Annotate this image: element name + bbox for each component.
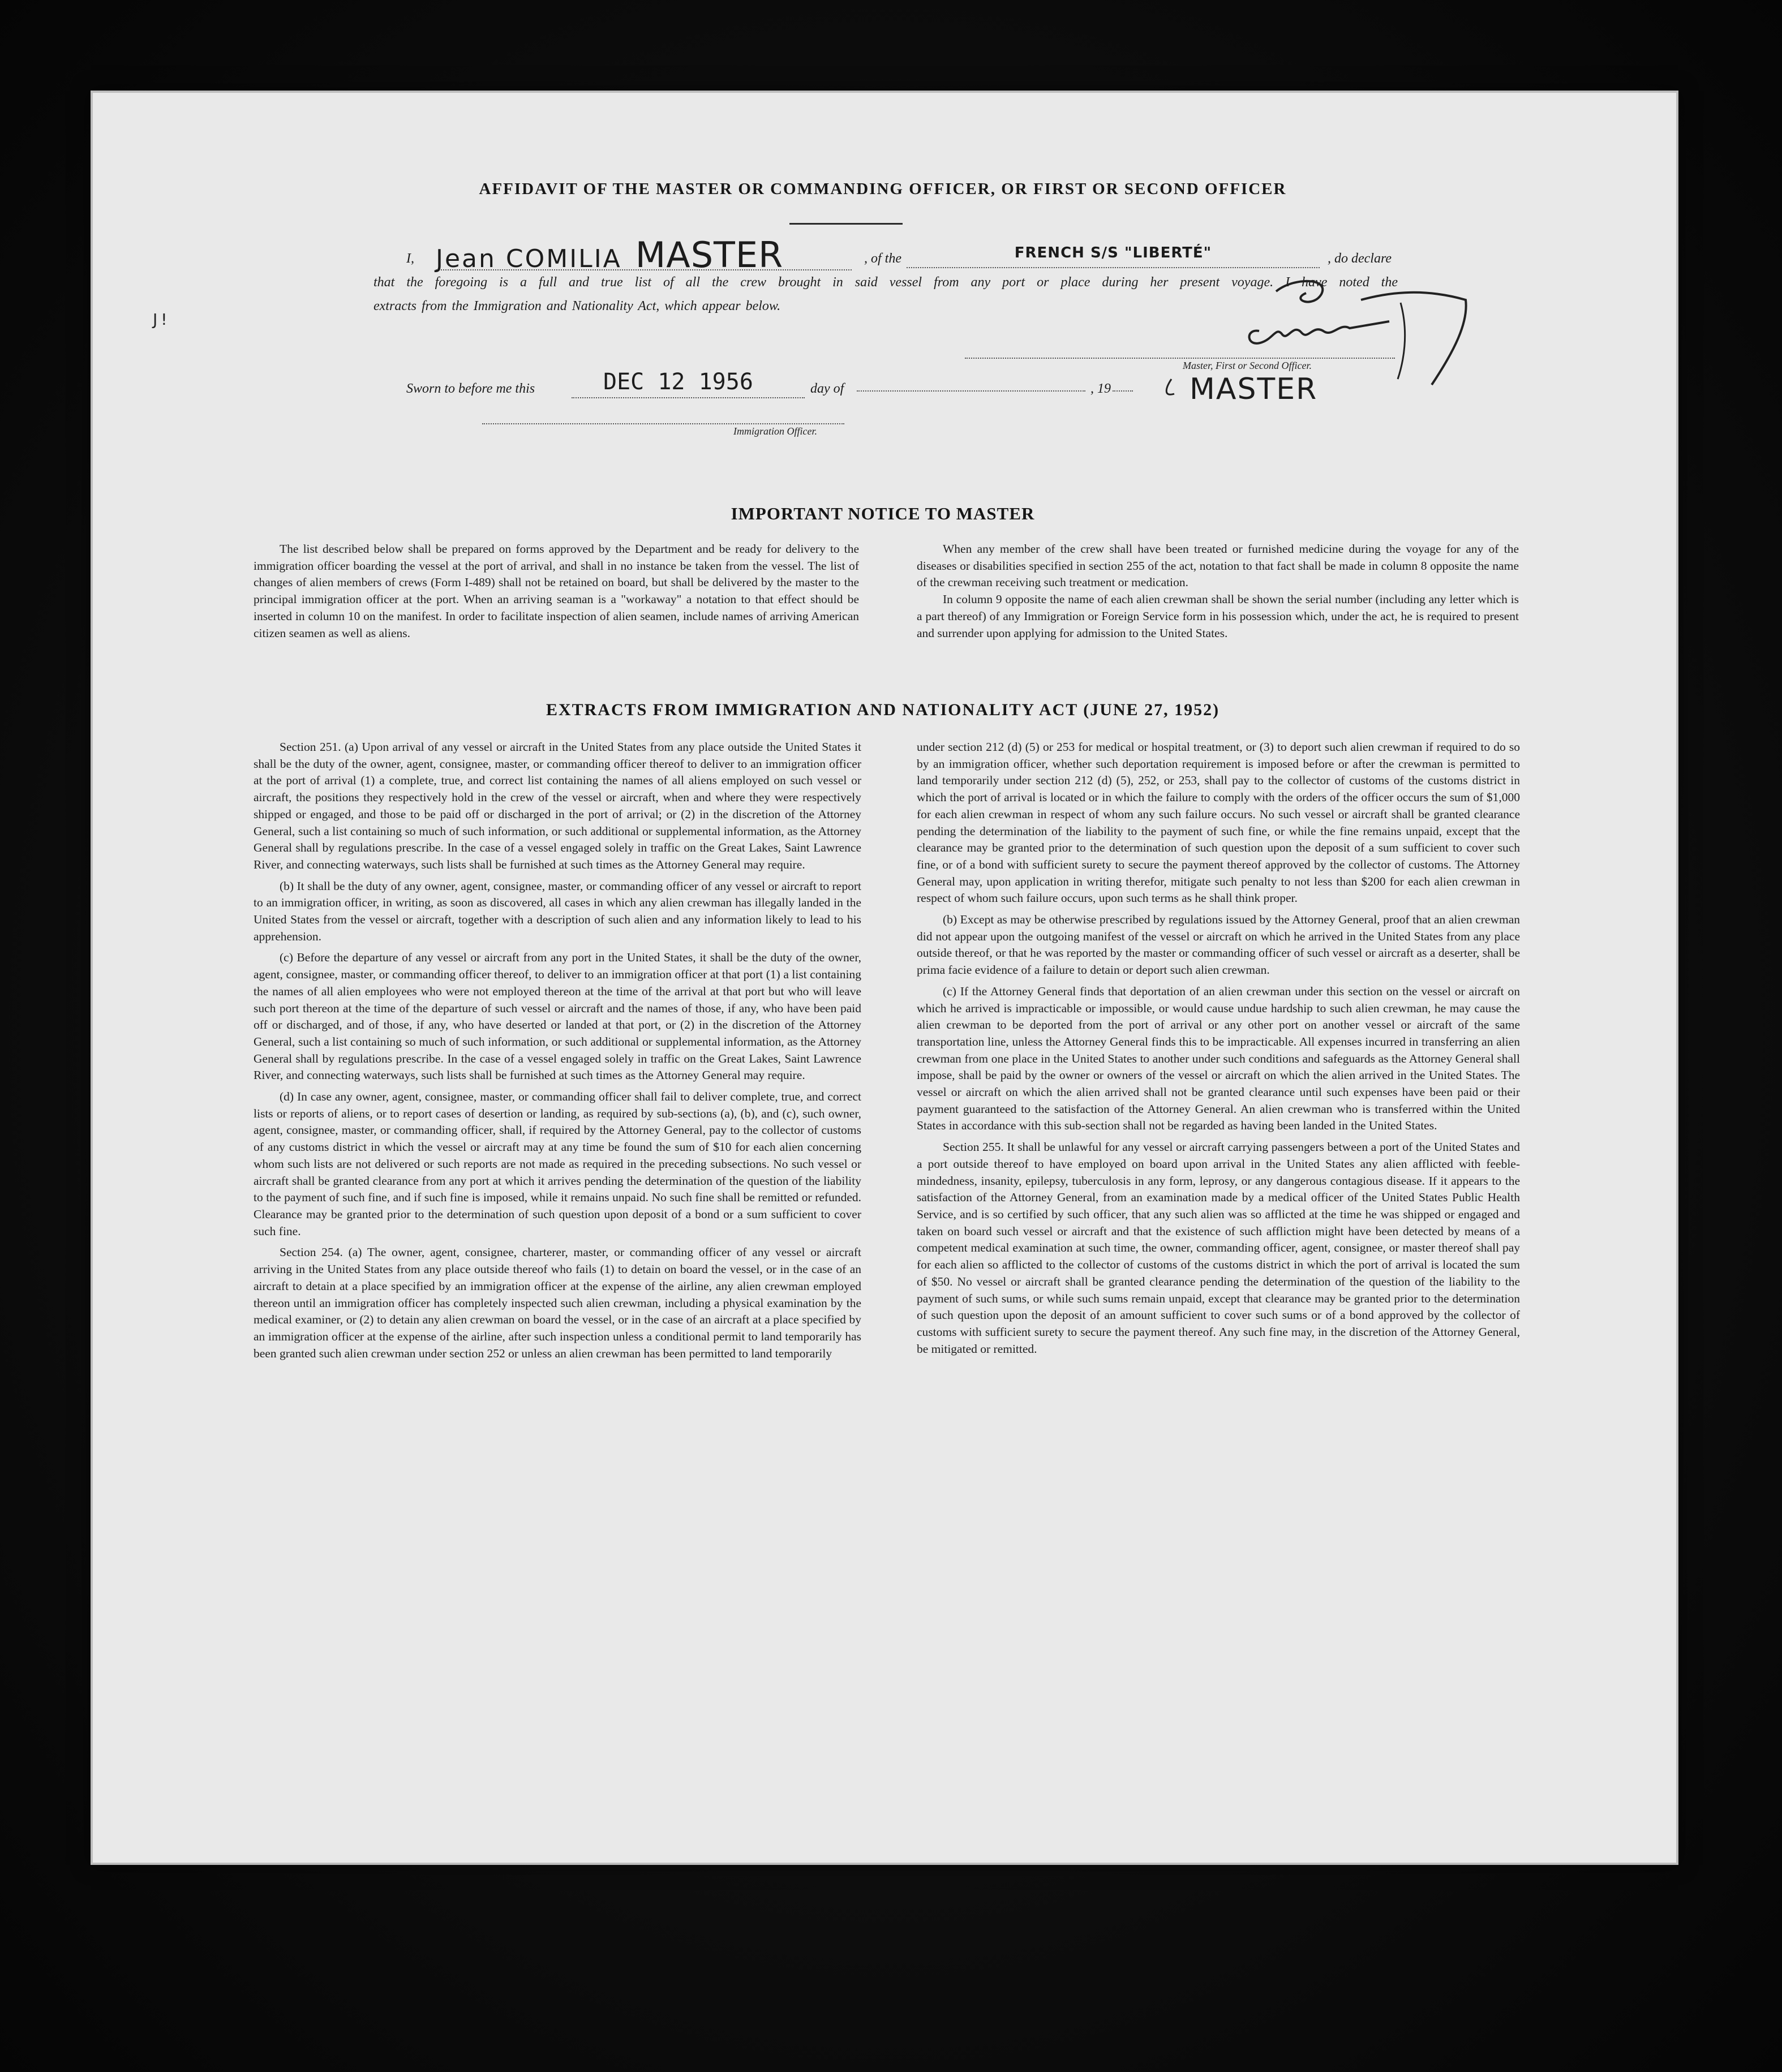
i-label: I, xyxy=(406,251,414,266)
affidavit-title: AFFIDAVIT OF THE MASTER OR COMMANDING OFFICER, OR FIRST OR SECOND OFFICER xyxy=(479,180,1287,198)
do-declare-label: , do declare xyxy=(1328,251,1392,266)
immigration-officer-line xyxy=(482,423,844,424)
notice-paragraph: When any member of the crew shall have been treated or furnished medicine during the voyage for any of the diseases or disabilities specified in section 255 of the act, notation to that fact shall be made in column 8 opposite the name of the crewman receiving such treatment or medication. xyxy=(917,542,1519,590)
notice-paragraph: In column 9 opposite the name of each alien crewman shall be shown the serial number (including any letter which is a part thereof) of any Immigration or Foreign Service form in his possession which, under the act, he is required to present and surrender upon applying for admission to the United States. xyxy=(917,592,1519,640)
act-section-251a: Section 251. (a) Upon arrival of any vessel or aircraft in the United States from any place outside the United States it shall be the duty of the owner, agent, consignee, master, or commanding officer thereof to deliver to an immigration officer at the port of arrival (1) a complete, true, and correct list containing the names of all aliens employed on such vessel or aircraft, the positions they respectively hold in the crew of the vessel or aircraft, when and where they were respectively shipped or engaged, and those to be paid off or discharged in the port of arrival; or (2) in the discretion of the Attorney General, such a list containing so much of such information, or such additional or supplemental information, as the Attorney General shall by regulations prescribe. In the case of a vessel engaged solely in traffic on the Great Lakes, Saint Lawrence River, and connecting waterways, such lists shall be furnished at such times as the Attorney General may require. xyxy=(254,740,861,871)
act-section-251d: (d) In case any owner, agent, consignee, master, or commanding officer shall fail to deliver complete, true, and correct lists or reports of aliens, or to report cases of desertion or landing, as required by sub-sections (a), (b), and (c), such owner, agent, consignee, master, or commanding officer, shall, if required by the Attorney General, pay to the collector of customs of any customs district in which the vessel or aircraft may at any time be found the sum of $10 for each alien concerning whom such lists are not delivered or such reports are not made as required in the preceding subsections. No such vessel or aircraft shall be granted clearance from any port at which it arrives pending the determination of the question of the liability to the payment of such fine, and if such fine is imposed, while it remains unpaid. No such fine shall be remitted or refunded. Clearance may be granted prior to the determination of such question upon deposit of a bond or a sum sufficient to cover such fine. xyxy=(254,1090,861,1238)
notice-paragraph: The list described below shall be prepared on forms approved by the Department and be ready for delivery to the immigration officer boarding the vessel at the port of arrival, and shall in no instance be taken from the vessel. The list of changes of alien members of crews (Form I-489) shall not be retained on board, but shall be delivered by the master to the principal immigration officer at the port. When an arriving seaman is a "workaway" a notation to that effect should be inserted in column 10 on the manifest. In order to facilitate inspection of alien seamen, include names of arriving American citizen seamen as well as aliens. xyxy=(254,542,859,640)
declaration-line-1: that the foregoing is a full and true list of all the crew brought in said vessel from any port or place during her present voyage. I have noted the xyxy=(373,275,1398,290)
master-name: Jean COMILIA xyxy=(436,244,622,273)
vessel-name-field: FRENCH S/S "LIBERTÉ" xyxy=(907,244,1320,268)
act-section-254b: (b) Except as may be otherwise prescribed by regulations issued by the Attorney General, proof that an alien crewman did not appear upon the outgoing manifest of the vessel or aircraft on which he arrived in the United States from any place outside thereof, or that he was reported by the master or commanding officer of such vessel or aircraft as a deserter, shall be prima facie evidence of a failure to detain or deport such alien crewman. xyxy=(917,913,1520,977)
sworn-date-stamp: DEC 12 1956 xyxy=(603,369,753,395)
sworn-date-field xyxy=(572,369,805,398)
master-stamp: MASTER xyxy=(1190,372,1318,406)
master-name-field xyxy=(436,234,852,276)
of-the-label: , of the xyxy=(864,251,901,266)
year-field xyxy=(1113,390,1133,392)
act-section-251c: (c) Before the departure of any vessel or aircraft from any port in the United States, it shall be the duty of the owner, agent, consignee, master, or commanding officer thereof, to deliver to an immigration officer at that port (1) a list containing the names of all alien employees who were not employed thereon at the time of the arrival at that port but who will leave such port thereon at the time of the departure of such vessel or aircraft and the names of those, if any, who have been paid off or discharged, and of those, if any, who have deserted or landed at that port, or (2) in the discretion of the Attorney General, such a list containing so much of such information, or such additional or supplemental information, as the Attorney General shall by regulations prescribe. In the case of a vessel engaged solely in traffic on the Great Lakes, Saint Lawrence River, and connecting waterways, such lists shall be furnished at such times as the Attorney General may require. xyxy=(254,951,861,1082)
day-of-label: day of xyxy=(810,381,844,396)
act-section-254a: Section 254. (a) The owner, agent, consignee, charterer, master, or commanding officer of any vessel or aircraft arriving in the United States from any place outside thereof who fails (1) to detain on board the vessel, or in the case of an aircraft to detain at a place specified by an immigration officer at the expense of the airline, any alien crewman employed thereon until an immigration officer has completely inspected such alien crewman, including a physical examination by the medical examiner, or (2) to detain any alien crewman on board the vessel, or in the case of an aircraft at a place specified by an immigration officer at the expense of the airline, after such inspection unless a conditional permit to land temporarily has been granted such alien crewman under section 252 or unless an alien crewman has been permitted to land temporarily xyxy=(254,1245,861,1360)
act-section-254c: (c) If the Attorney General finds that deportation of an alien crewman under this section on the vessel or aircraft on which he arrived is impracticable or impossible, or would cause undue hardship to such alien crewman, he may cause the alien crewman to be deported from the port of arrival or any other port on another vessel or aircraft of the same transportation line, unless the Attorney General finds this to be impracticable. All expenses incurred in transferring an alien crewman from one place in the United States to another under such conditions and safeguards as the Attorney General shall impose, shall be paid by the owner or owners of the vessel or aircraft on which the alien arrived in the United States. The vessel or aircraft on which the alien arrived shall not be granted clearance until such expenses have been paid or their payment guaranteed to the satisfaction of the Attorney General. An alien crewman who is transferred within the United States in accordance with this sub-section shall not be regarded as having been landed in the United States. xyxy=(917,984,1520,1133)
extracts-title: EXTRACTS FROM IMMIGRATION AND NATIONALITY ACT (JUNE 27, 1952) xyxy=(546,700,1220,719)
notice-right-column xyxy=(917,541,1519,642)
signature-title-label: Master, First or Second Officer. xyxy=(1183,360,1312,371)
month-field xyxy=(857,390,1085,392)
act-section-251b: (b) It shall be the duty of any owner, agent, consignee, master, or commanding officer of any vessel or aircraft to report to an immigration officer, in writing, as soon as discovered, all cases in which any alien crewman has illegally landed in the United States from the vessel or aircraft, together with a description of such alien and any information likely to lead to his apprehension. xyxy=(254,879,861,943)
act-section-255: Section 255. It shall be unlawful for any vessel or aircraft carrying passengers between a port of the United States and a port outside thereof to have employed on board upon arrival in the United States any alien afflicted with feeble-mindedness, insanity, epilepsy, tuberculosis in any form, leprosy, or any dangerous contagious disease. If it appears to the satisfaction of the Attorney General, from an examination made by a medical officer of the United States Public Health Service, and is so certified by such officer, that any such alien was so afflicted at the time he was shipped or engaged and taken on board such vessel or aircraft and that the existence of such affliction might have been detected by means of a competent medical examination at such time, the owner, commanding officer, agent, consignee, or master thereof shall pay for each alien so afflicted to the collector of customs of the customs district in which the port of arrival is located the sum of $50. No vessel or aircraft shall be granted clearance pending the determination of the question of the liability to the payment of such sums, or while such sums remain unpaid, except that clearance may be granted prior to the determination of such question upon the deposit of an amount sufficient to cover such sums or of a bond approved by the collector of customs with sufficient surety to secure the payment thereof. Any such fine may, in the discretion of the Attorney General, be mitigated or remitted. xyxy=(917,1140,1520,1356)
title-divider xyxy=(789,223,903,225)
declaration-line-2: extracts from the Immigration and Nationality Act, which appear below. xyxy=(373,299,781,313)
signature-line xyxy=(965,358,1395,359)
margin-mark: J! xyxy=(153,310,171,329)
sworn-label: Sworn to before me this xyxy=(406,381,535,396)
notice-left-column xyxy=(254,541,859,642)
master-rank: MASTER xyxy=(635,234,784,276)
immigration-officer-label: Immigration Officer. xyxy=(733,425,817,437)
year-label: , 19 xyxy=(1090,381,1111,396)
act-right-column xyxy=(917,739,1520,1362)
act-left-column xyxy=(254,739,861,1366)
notice-title: IMPORTANT NOTICE TO MASTER xyxy=(731,504,1035,523)
act-section-254a-continued: under section 212 (d) (5) or 253 for medical or hospital treatment, or (3) to deport such alien crewman if required to do so by an immigration officer, whether such deportation requirement is imposed before or after the crewman is permitted to land temporarily under section 212 (d) (5), 252, or 253, shall pay to the collector of customs of the customs district in which the port of arrival is located or in which the failure to comply with the orders of the officer occurs the sum of $1,000 for each alien crewman in respect of whom any such failure occurs. No such vessel or aircraft shall be granted clearance pending the determination of the liability to the payment of such fine, or while the fine remains unpaid, except that the clearance may be granted prior to the determination of such question upon the deposit of a sum sufficient to cover such fine, or of a bond with sufficient surety to secure the payment thereof approved by the collector of customs. The Attorney General may, upon application in writing therefor, mitigate such penalty to not less than $200 for each alien crewman in respect of whom such failure occurs, upon such terms as he shall think proper. xyxy=(917,740,1520,905)
